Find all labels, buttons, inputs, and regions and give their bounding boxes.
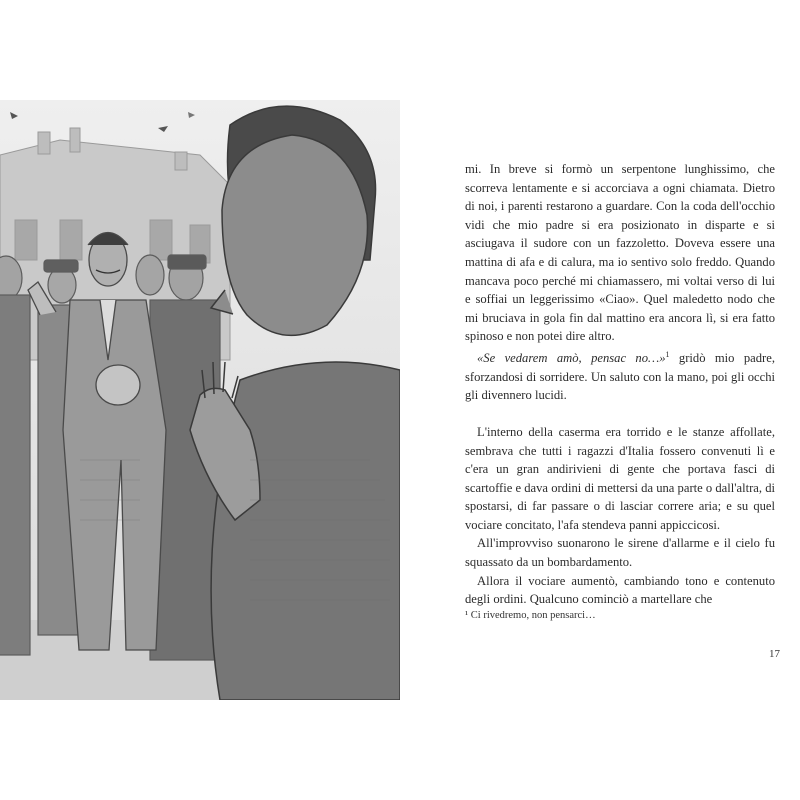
paragraph-4: All'improvviso suonarono le sirene d'allarme e il cielo fu squassato da un bombardamento. xyxy=(465,536,775,570)
paragraph-5: Allora il vociare aumentò, cambiando tono e contenuto degli ordini. Qualcuno cominciò a martellare che xyxy=(465,573,775,607)
footnote: ¹ Ci rivedremo, non pensarci… xyxy=(465,610,596,621)
paragraph-gap xyxy=(465,405,775,423)
paragraph-1: mi. In breve si formò un serpentone lunghissimo, che scorreva lentamente e si accorciava a ogni chiamata. Dietro di noi, i parenti restarono a guardare. Con la coda dell'occhio vidi che mio padre si era posizionato in disparte e si asciugava il sudore con un fazzoletto. Doveva essere una mattina di afa e di calura, ma io sentivo solo freddo. Quando mancava poco perché mi chiamassero, mi voltai verso di lui e soffiai un leggerissimo «Ciao». Quel maledetto nodo che mi bruciava in gola fin dal mattino era ancora lì, si era fatto spinoso e non potei dire altro. xyxy=(465,162,775,344)
dialect-quote: «Se vedarem amò, pensac no…» xyxy=(477,351,666,366)
illustration-image xyxy=(0,100,400,700)
paragraph-2-rest: gridò mio padre, sforzandosi di sorridere. Un saluto con la mano, poi gli occhi gli divennero lucidi. xyxy=(465,351,775,403)
illustration xyxy=(0,100,400,700)
footnote-ref: 1 xyxy=(665,349,670,359)
page-text xyxy=(465,160,775,609)
page-number: 17 xyxy=(769,648,780,660)
paragraph-2 xyxy=(465,346,775,405)
paragraph-3: L'interno della caserma era torrido e le stanze affollate, sembrava che tutti i ragazzi d'Italia fossero convenuti lì e c'era un gran andirivieni di gente che portava fasci di scartoffie e dava ordini di mettersi da una parte o dall'altra, di spostarsi, di far passare o di lasciar correre aria; e su quel vociare concitato, l'afa stendeva panni appiccicosi. xyxy=(465,424,775,532)
